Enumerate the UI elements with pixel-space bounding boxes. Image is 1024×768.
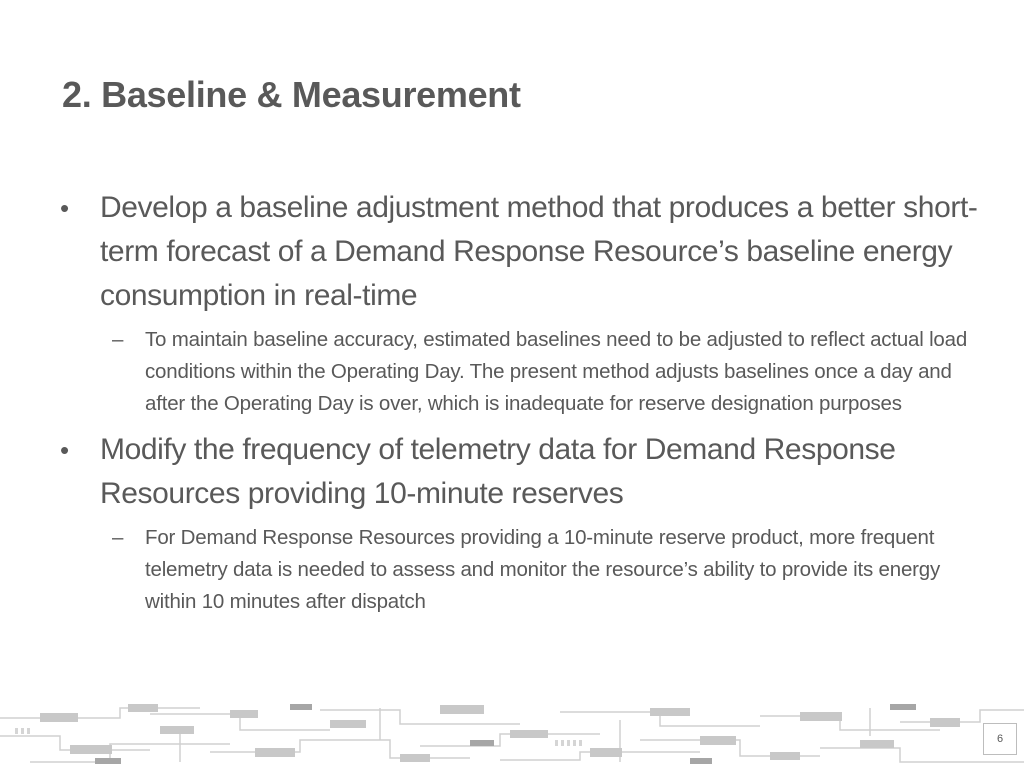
sub-bullet-item-2 xyxy=(112,522,980,618)
sub-bullet-text: To maintain baseline accuracy, estimated baselines need to be adjusted to reflect actual load conditions within the Operating Day. The present method adjusts baselines once a day and after the Operating Day is over, which is inadequate for reserve designation purposes xyxy=(145,328,968,415)
bullet-dot-icon: • xyxy=(60,193,69,223)
bullet-text: Develop a baseline adjustment method that produces a better short-term forecast of a Demand Response Resource’s baseline energy consumption in real-time xyxy=(100,191,978,312)
bullet-item-1 xyxy=(60,186,980,318)
bullet-item-2 xyxy=(60,428,980,516)
bullet-dot-icon: • xyxy=(60,435,69,465)
sub-bullet-text: For Demand Response Resources providing a 10-minute reserve product, more frequent telemetry data is needed to assess and monitor the resource’s ability to provide its energy within 10 minutes after dispatch xyxy=(145,526,941,613)
circuit-decoration xyxy=(0,700,1024,768)
page-number: 6 xyxy=(983,723,1017,755)
slide-title: 2. Baseline & Measurement xyxy=(62,74,521,115)
sub-bullet-item-1 xyxy=(112,324,980,420)
slide-content xyxy=(60,186,980,618)
bullet-text: Modify the frequency of telemetry data for Demand Response Resources providing 10-minute reserves xyxy=(100,433,896,510)
dash-icon: – xyxy=(112,328,124,351)
dash-icon: – xyxy=(112,526,124,549)
